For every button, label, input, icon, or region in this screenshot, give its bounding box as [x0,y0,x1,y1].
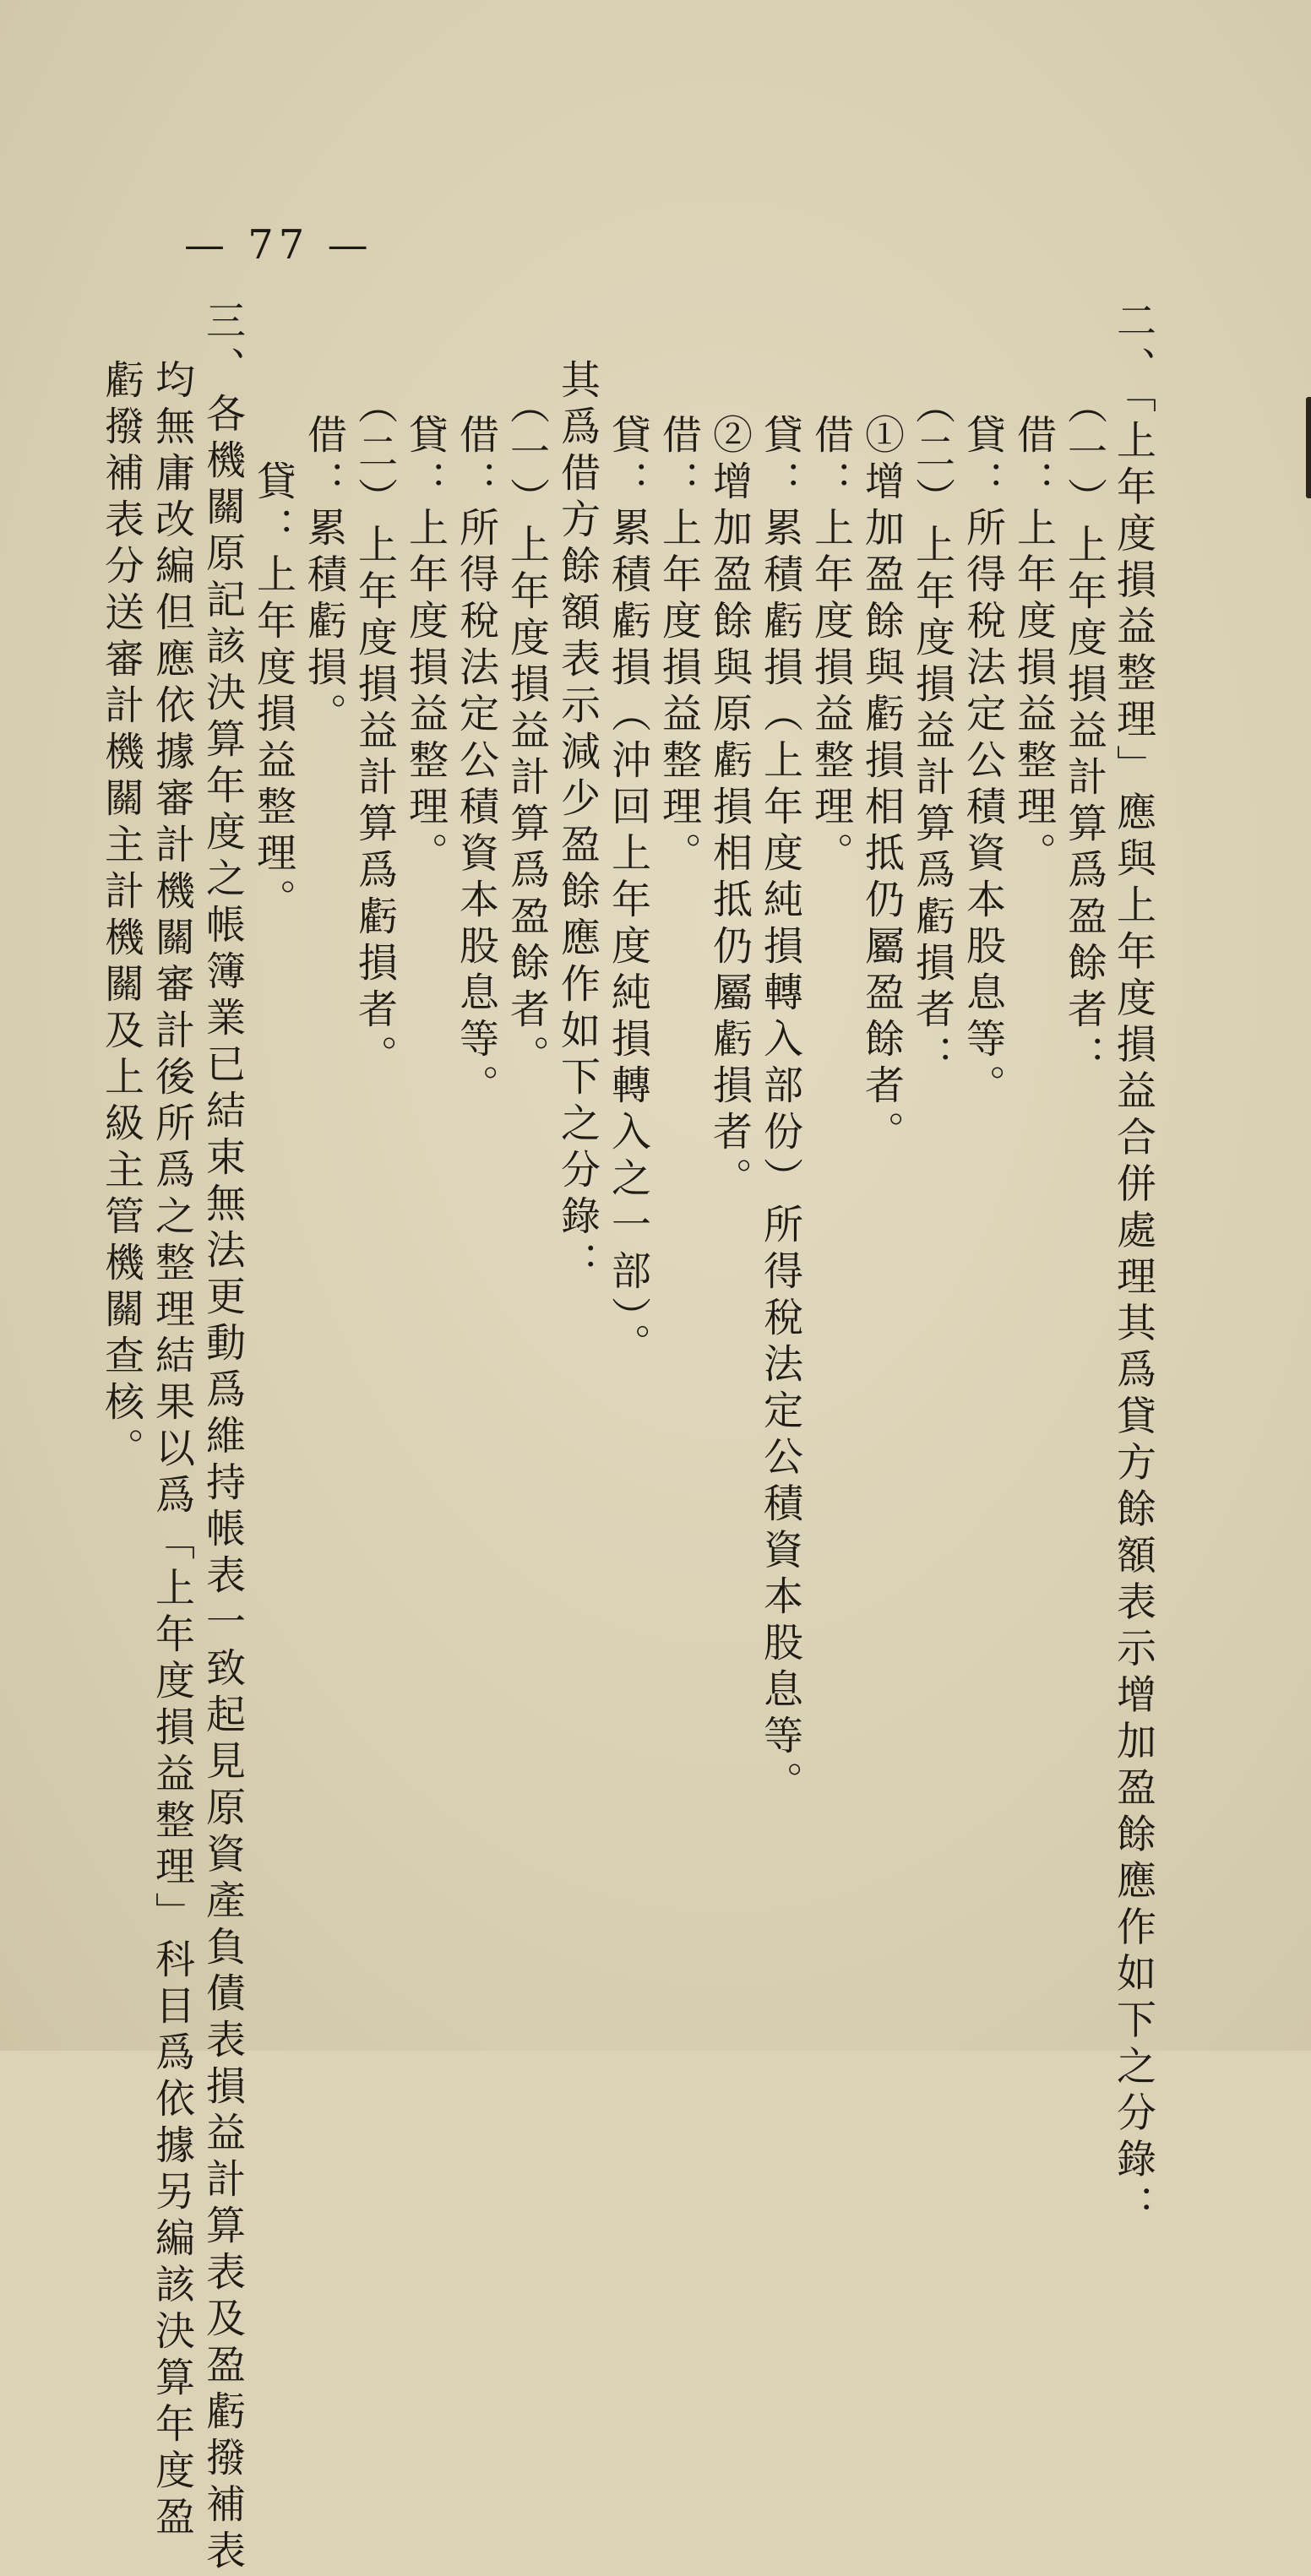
text-line-1: 二、「上年度損益整理」應與上年度損益合併處理其爲貸方餘額表示增加盈餘應作如下之分錄： [1110,300,1156,2231]
text-line-14: 借：所得稅法定公積資本股息等。 [453,414,499,1111]
text-line-17: 借：累積虧損。 [301,414,347,739]
text-line-18: 貸：上年度損益整理。 [250,460,296,925]
text-line-15: 貸：上年度損益整理。 [402,414,449,878]
text-line-4: 貸：所得稅法定公積資本股息等。 [960,414,1006,1111]
binding-edge [1306,397,1311,498]
text-line-5: （二）上年度損益計算爲虧損者： [909,384,955,1081]
text-line-13: （一）上年度損益計算爲盈餘者。 [503,384,550,1081]
text-line-9: ②增加盈餘與原虧損相抵仍屬虧損者。 [706,414,753,1204]
text-line-16: （二）上年度損益計算爲虧損者。 [351,384,398,1081]
text-line-19: 三、各機關原記該決算年度之帳簿業已結束無法更動爲維持帳表一致起見原資產負債表損益計算表及盈虧撥補表 [199,300,246,2576]
page-number: — 77 — [184,221,373,269]
text-line-7: 借：上年度損益整理。 [808,414,854,878]
text-line-10: 借：上年度損益整理。 [656,414,702,878]
text-line-6: ①增加盈餘與虧損相抵仍屬盈餘者。 [858,414,905,1157]
text-line-20: 均無庸改編但應依據審計機關審計後所爲之整理結果以爲「上年度損益整理」科目爲依據另編該決算年度盈 [149,359,195,2542]
text-line-3: 借：上年度損益整理。 [1010,414,1057,878]
text-line-21: 虧撥補表分送審計機關主計機關及上級主管機關查核。 [98,359,144,1474]
text-line-11: 貸：累積虧損（沖回上年度純損轉入之一部）。 [605,414,651,1370]
text-line-2: （一）上年度損益計算爲盈餘者： [1061,384,1107,1081]
text-line-12: 其爲借方餘額表示減少盈餘應作如下之分錄： [554,359,601,1288]
text-line-8: 貸：累積虧損（上年度純損轉入部份）所得稅法定公積資本股息等。 [757,414,803,1807]
